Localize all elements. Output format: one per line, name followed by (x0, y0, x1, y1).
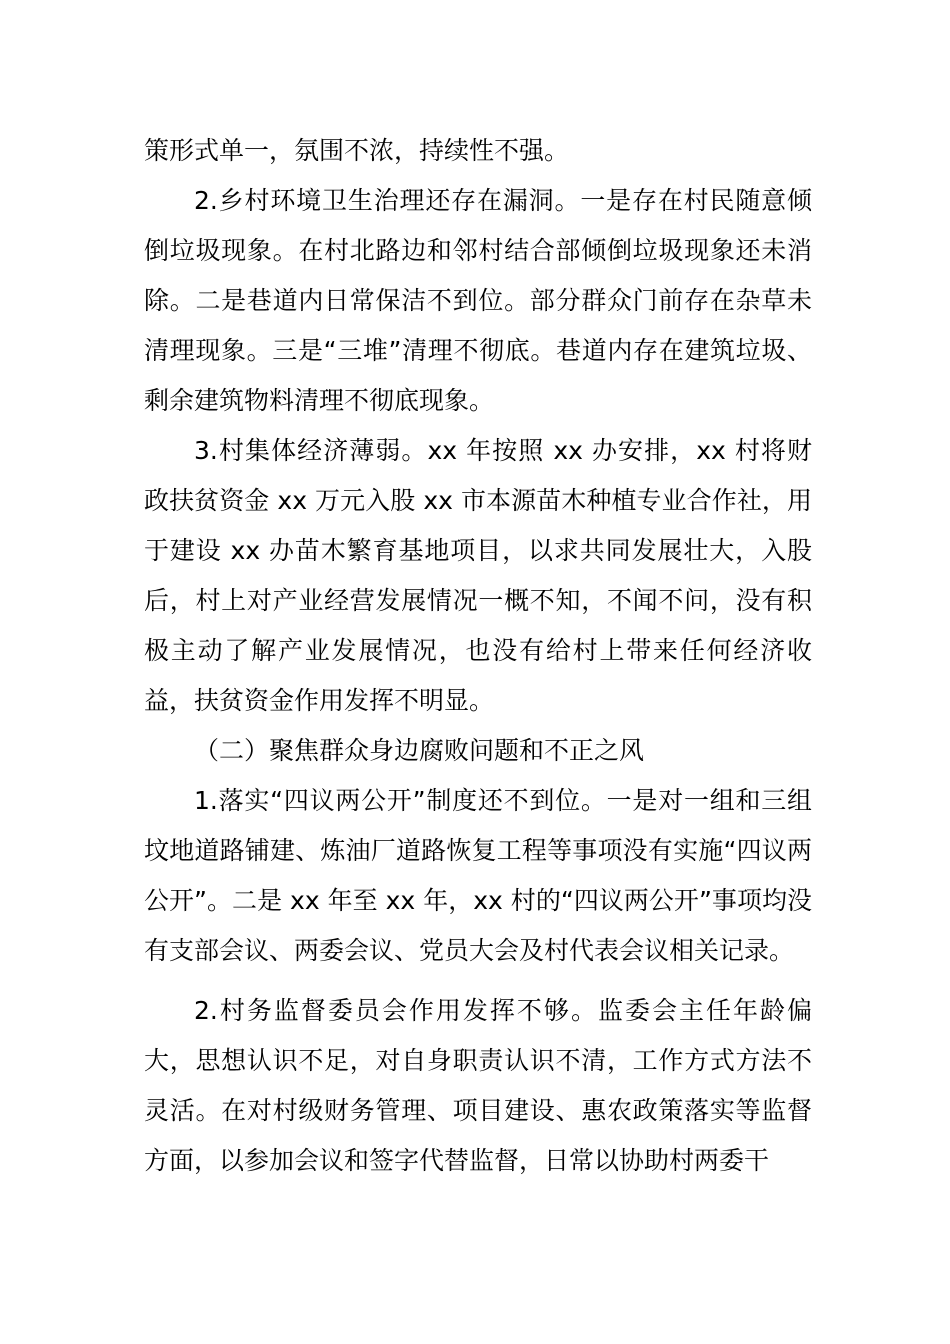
paragraph-supervision-committee: 2.村务监督委员会作用发挥不够。监委会主任年龄偏大，思想认识不足，对自身职责认识不清，工作方式方法不灵活。在对村级财务管理、项目建设、惠农政策落实等监督方面，以参加会议和签字代替监督，日常以协助村两委干 (144, 996, 812, 1175)
paragraph-four-discussions: 1.落实“四议两公开”制度还不到位。一是对一组和三组坟地道路铺建、炼油厂道路恢复工程等事项没有实施“四议两公开”。二是 xx 年至 xx 年，xx 村的“四议两公开”事项均没有支部会议、两委会议、党员大会及村代表会议相关记录。 (144, 786, 812, 965)
section-heading: （二）聚焦群众身边腐败问题和不正之风 (194, 736, 645, 765)
paragraph-continuation: 策形式单一，氛围不浓，持续性不强。 (144, 136, 570, 165)
paragraph-collective-economy: 3.村集体经济薄弱。xx 年按照 xx 办安排，xx 村将财政扶贫资金 xx 万元入股 xx 市本源苗木种植专业合作社，用于建设 xx 办苗木繁育基地项目，以求共同发展壮大，入股后，村上对产业经营发展情况一概不知，不闻不问，没有积极主动了解产业发展情况，也没有给村上带来任何经济收益，扶贫资金作用发挥不明显。 (144, 436, 812, 715)
paragraph-environment-sanitation: 2.乡村环境卫生治理还存在漏洞。一是存在村民随意倾倒垃圾现象。在村北路边和邻村结合部倾倒垃圾现象还未消除。二是巷道内日常保洁不到位。部分群众门前存在杂草未清理现象。三是“三堆”清理不彻底。巷道内存在建筑垃圾、剩余建筑物料清理不彻底现象。 (144, 186, 812, 415)
document-body (144, 126, 812, 1186)
